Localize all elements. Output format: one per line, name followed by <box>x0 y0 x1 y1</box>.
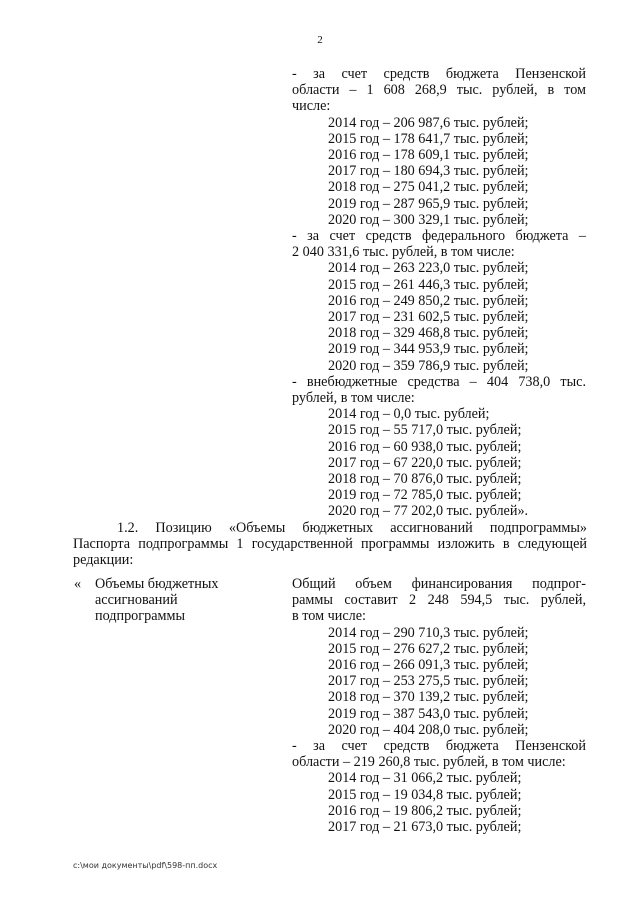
funding-block-2 <box>292 576 586 835</box>
year-item: 2016 год – 19 806,2 тыс. рублей; <box>328 802 522 819</box>
regional-funding-line: области – 1 608 268,9 тыс. рублей, в том <box>292 82 586 99</box>
federal-year-list <box>292 260 586 373</box>
paragraph-line: Паспорта подпрограммы 1 государственной программы изложить в следующей <box>73 536 587 553</box>
year-item: 2015 год – 178 641,7 тыс. рублей; <box>328 130 529 147</box>
year-item: 2016 год – 249 850,2 тыс. рублей; <box>328 292 529 309</box>
passport-position-label <box>95 576 218 625</box>
year-item: 2019 год – 344 953,9 тыс. рублей; <box>328 341 529 358</box>
year-item: 2017 год – 67 220,0 тыс. рублей; <box>328 454 522 471</box>
label-line: подпрограммы <box>95 608 185 625</box>
label-line: Объемы бюджетных <box>95 576 219 592</box>
total-funding-line: в том числе: <box>292 608 366 625</box>
total-funding-line: Общий объем финансирования подпрог- <box>292 576 586 592</box>
extra-budget-line: рублей, в том числе: <box>292 390 415 407</box>
year-item: 2014 год – 290 710,3 тыс. рублей; <box>328 624 529 641</box>
year-item: 2017 год – 253 275,5 тыс. рублей; <box>328 673 529 690</box>
year-item: 2018 год – 329 468,8 тыс. рублей; <box>328 325 529 342</box>
federal-funding-line: - за счет средств федерального бюджета – <box>292 228 586 245</box>
year-item: 2020 год – 404 208,0 тыс. рублей; <box>328 721 529 738</box>
extra-budget-line: - внебюджетные средства – 404 738,0 тыс. <box>292 373 586 390</box>
year-item: 2017 год – 21 673,0 тыс. рублей; <box>328 819 522 836</box>
year-item: 2019 год – 287 965,9 тыс. рублей; <box>328 195 529 212</box>
year-item: 2017 год – 180 694,3 тыс. рублей; <box>328 163 529 180</box>
year-item: 2016 год – 266 091,3 тыс. рублей; <box>328 657 529 674</box>
file-path-footer: c:\мои документы\pdf\598-пп.docx <box>73 861 218 870</box>
year-item: 2014 год – 206 987,6 тыс. рублей; <box>328 114 529 131</box>
year-item: 2015 год – 55 717,0 тыс. рублей; <box>328 422 522 439</box>
year-item: 2020 год – 300 329,1 тыс. рублей; <box>328 211 529 228</box>
paragraph-line: 1.2. Позицию «Объемы бюджетных ассигнований подпрограммы» <box>117 520 587 536</box>
funding-block-1 <box>292 66 586 520</box>
year-item: 2019 год – 387 543,0 тыс. рублей; <box>328 705 529 722</box>
opening-quote: « <box>74 576 82 592</box>
total-year-list <box>292 625 586 738</box>
federal-funding-line: 2 040 331,6 тыс. рублей, в том числе: <box>292 244 515 261</box>
year-item: 2018 год – 275 041,2 тыс. рублей; <box>328 179 529 196</box>
year-item: 2016 год – 178 609,1 тыс. рублей; <box>328 147 529 164</box>
year-item: 2019 год – 72 785,0 тыс. рублей; <box>328 487 522 504</box>
year-item: 2018 год – 370 139,2 тыс. рублей; <box>328 689 529 706</box>
year-item: 2015 год – 19 034,8 тыс. рублей; <box>328 786 522 803</box>
total-funding-line: раммы составит 2 248 594,5 тыс. рублей, <box>292 592 586 609</box>
label-line: ассигнований <box>95 592 178 609</box>
regional-year-list <box>292 770 586 835</box>
extra-year-list <box>292 406 586 519</box>
year-item: 2015 год – 276 627,2 тыс. рублей; <box>328 640 529 657</box>
regional-funding-line: области – 219 260,8 тыс. рублей, в том числе: <box>292 754 566 771</box>
regional-funding-line: числе: <box>292 98 331 115</box>
year-item: 2017 год – 231 602,5 тыс. рублей; <box>328 309 529 326</box>
year-item: 2014 год – 0,0 тыс. рублей; <box>328 406 490 423</box>
page-number: 2 <box>317 34 323 46</box>
year-item: 2016 год – 60 938,0 тыс. рублей; <box>328 438 522 455</box>
regional-funding-line: - за счет средств бюджета Пензенской <box>292 738 586 755</box>
year-item: 2015 год – 261 446,3 тыс. рублей; <box>328 276 529 293</box>
paragraph-line: редакции: <box>73 552 134 569</box>
year-item: 2020 год – 359 786,9 тыс. рублей; <box>328 357 529 374</box>
year-item: 2014 год – 263 223,0 тыс. рублей; <box>328 260 529 277</box>
year-item: 2014 год – 31 066,2 тыс. рублей; <box>328 770 522 787</box>
regional-funding-line: - за счет средств бюджета Пензенской <box>292 66 586 82</box>
year-item: 2020 год – 77 202,0 тыс. рублей». <box>328 503 529 520</box>
regional-year-list <box>292 115 586 228</box>
year-item: 2018 год – 70 876,0 тыс. рублей; <box>328 471 522 488</box>
amendment-paragraph <box>73 520 587 569</box>
